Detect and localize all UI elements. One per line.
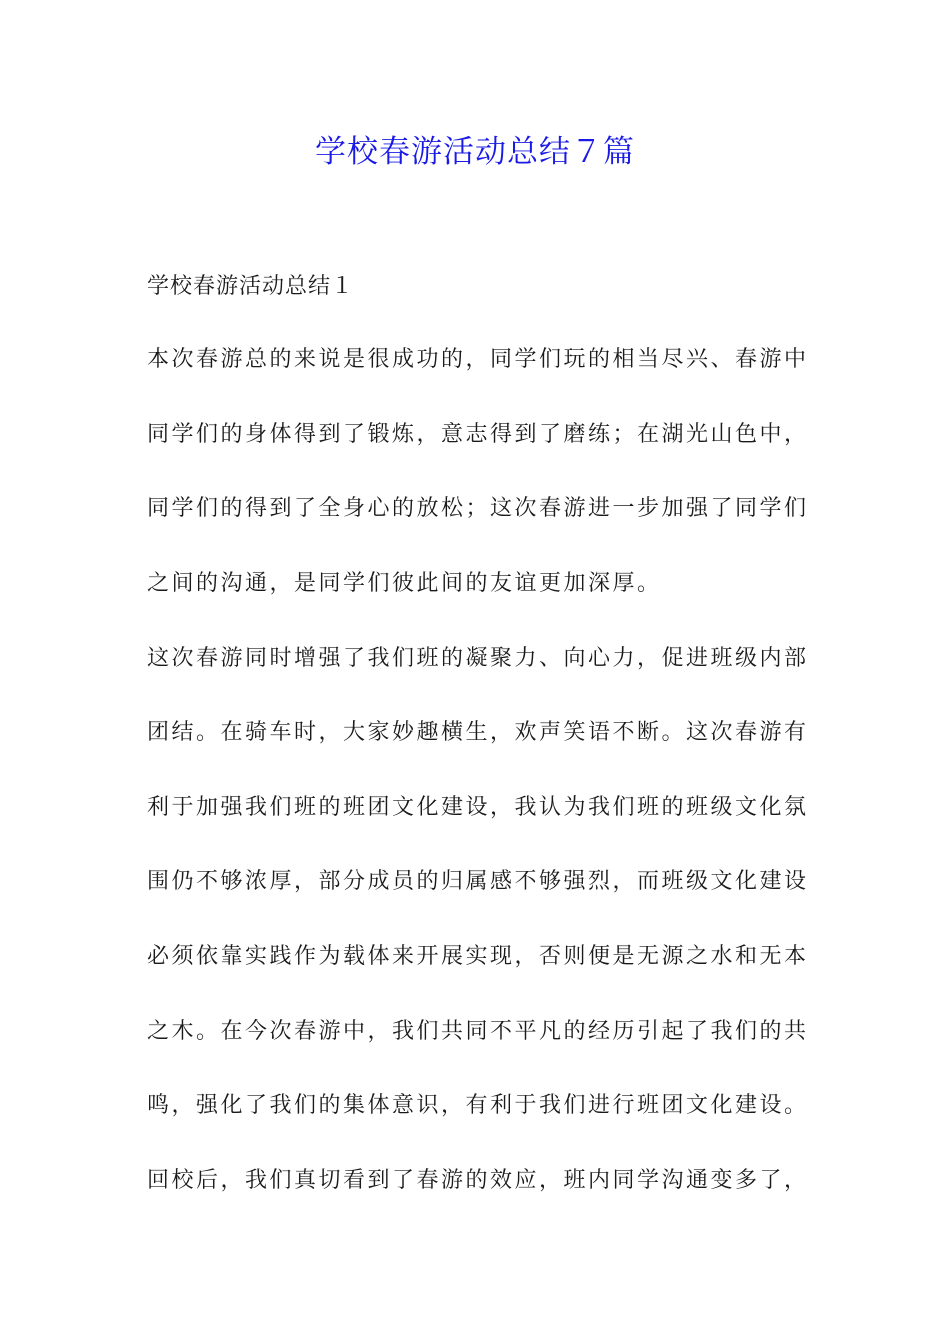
paragraph-line: 同学们的得到了全身心的放松；这次春游进一步加强了同学们 — [147, 496, 809, 521]
document-title: 学校春游活动总结７篇 — [315, 134, 635, 170]
paragraph-line: 回校后，我们真切看到了春游的效应，班内同学沟通变多了， — [147, 1168, 809, 1193]
paragraph-line: 之间的沟通，是同学们彼此间的友谊更加深厚。 — [147, 571, 662, 596]
paragraph-line: 之木。在今次春游中，我们共同不平凡的经历引起了我们的共 — [147, 1019, 809, 1044]
paragraph-line: 利于加强我们班的班团文化建设，我认为我们班的班级文化氛 — [147, 795, 809, 820]
paragraph-line: 围仍不够浓厚，部分成员的归属感不够强烈，而班级文化建设 — [147, 869, 809, 894]
paragraph-line: 本次春游总的来说是很成功的，同学们玩的相当尽兴、春游中 — [147, 347, 809, 372]
paragraph-line: 同学们的身体得到了锻炼，意志得到了磨练；在湖光山色中， — [147, 422, 809, 447]
paragraph-line: 团结。在骑车时，大家妙趣横生，欢声笑语不断。这次春游有 — [147, 720, 809, 745]
paragraph-line: 这次春游同时增强了我们班的凝聚力、向心力，促进班级内部 — [147, 646, 809, 671]
paragraph-line: 鸣，强化了我们的集体意识，有利于我们进行班团文化建设。 — [147, 1093, 809, 1118]
paragraph-line: 必须依靠实践作为载体来开展实现，否则便是无源之水和无本 — [147, 944, 809, 969]
section-heading: 学校春游活动总结１ — [147, 274, 355, 299]
